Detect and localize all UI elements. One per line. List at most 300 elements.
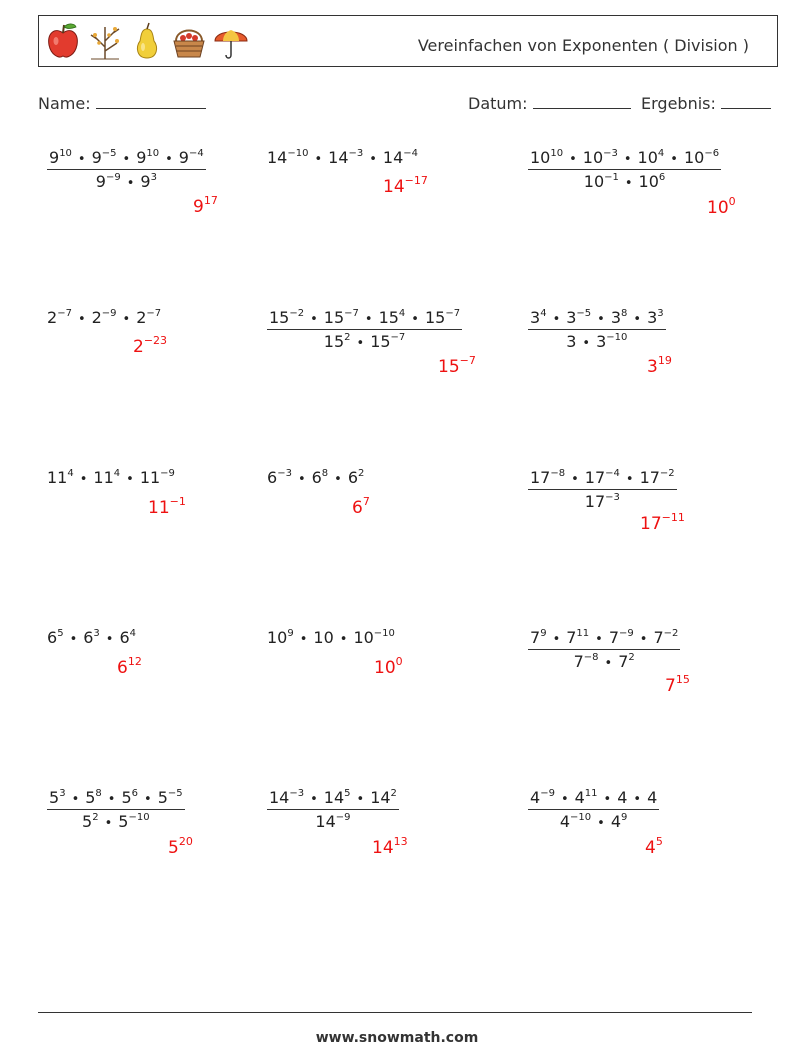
problem-11 [267, 628, 395, 647]
term-base: 10 [638, 172, 659, 191]
exponent-term [638, 148, 665, 167]
term-base: 14 [269, 788, 290, 807]
term-exponent: 4 [113, 468, 121, 479]
exponent-term [370, 332, 405, 351]
term-exponent: 2 [390, 788, 397, 799]
exponent-term [530, 148, 563, 167]
term-base: 11 [47, 468, 68, 487]
exponent-term [609, 628, 634, 647]
multiply-dot: • [126, 176, 135, 191]
term-exponent: 6 [658, 172, 666, 183]
term-base: 15 [323, 308, 345, 327]
answer-exponent: 12 [127, 655, 142, 668]
score-label: Ergebnis: [641, 94, 716, 113]
term-base: 14 [323, 788, 345, 807]
multiply-dot: • [310, 312, 318, 327]
answer-14 [372, 835, 408, 858]
exponent-term [269, 788, 304, 807]
term-base: 10 [353, 628, 374, 647]
term-base: 6 [347, 468, 359, 487]
multiply-dot: • [104, 816, 113, 831]
exponent-term [140, 468, 175, 487]
exponent-term [324, 788, 351, 807]
denominator [583, 490, 622, 511]
term-base: 7 [618, 652, 629, 671]
exponent-term [618, 652, 635, 671]
term-base: 2 [47, 308, 58, 327]
term-exponent: 2 [92, 812, 99, 823]
product-expression [267, 468, 364, 487]
term-base: 7 [530, 628, 541, 647]
multiply-dot: • [364, 312, 373, 327]
exponent-term [47, 308, 72, 327]
answer-base: 10 [707, 198, 729, 218]
exponent-term [353, 628, 394, 647]
exponent-term [49, 148, 72, 167]
term-base: 14 [370, 788, 391, 807]
term-exponent: −8 [550, 468, 566, 479]
problem-1 [47, 148, 206, 191]
term-base: 15 [424, 308, 446, 327]
score-blank[interactable] [721, 94, 771, 109]
branch-icon [87, 21, 123, 61]
answer-exponent: −17 [404, 174, 428, 187]
term-exponent: 5 [344, 788, 351, 799]
term-exponent: 3 [93, 628, 100, 639]
answer-base: 14 [372, 838, 394, 858]
term-exponent: 9 [621, 812, 628, 823]
problem-3 [528, 148, 721, 191]
term-base: 3 [596, 332, 607, 351]
multiply-dot: • [560, 792, 569, 807]
term-exponent: 8 [95, 788, 102, 799]
answer-base: 9 [193, 197, 204, 217]
term-base: 3 [610, 308, 622, 327]
term-exponent: −10 [287, 148, 309, 159]
fraction [267, 308, 462, 351]
term-exponent: −7 [445, 308, 461, 319]
term-base: 17 [584, 468, 606, 487]
exponent-term [93, 468, 120, 487]
exponent-term [560, 812, 591, 831]
term-base: 2 [136, 308, 147, 327]
multiply-dot: • [310, 792, 318, 807]
multiply-dot: • [105, 632, 114, 647]
term-exponent: −8 [583, 652, 599, 663]
term-exponent: −5 [576, 308, 592, 319]
term-exponent: 8 [321, 468, 329, 479]
term-exponent: −9 [540, 788, 555, 799]
multiply-dot: • [339, 632, 348, 647]
multiply-dot: • [69, 632, 78, 647]
answer-base: 7 [665, 676, 676, 696]
answer-6 [647, 354, 672, 377]
answer-exponent: 13 [393, 835, 408, 848]
term-exponent: 4 [540, 308, 547, 319]
answer-base: 17 [640, 514, 662, 534]
term-base: 6 [83, 628, 94, 647]
exponent-term [425, 308, 460, 327]
exponent-term [119, 628, 136, 647]
exponent-term [267, 148, 308, 167]
term-exponent: −10 [570, 812, 592, 823]
denominator [313, 810, 352, 831]
multiply-dot: • [604, 656, 613, 671]
term-exponent: −1 [604, 172, 619, 183]
exponent-term [639, 172, 666, 191]
answer-base: 10 [374, 658, 396, 678]
date-label: Datum: [468, 94, 528, 113]
exponent-term [121, 788, 138, 807]
problem-5 [267, 308, 462, 351]
numerator [267, 788, 399, 809]
multiply-dot: • [670, 152, 678, 167]
problem-4 [47, 308, 161, 327]
term-exponent: −4 [403, 148, 419, 159]
term-base: 2 [91, 308, 102, 327]
term-base: 7 [608, 628, 620, 647]
multiply-dot: • [77, 152, 86, 167]
answer-12 [665, 673, 690, 696]
term-base: 11 [93, 468, 114, 487]
answer-exponent: 19 [657, 354, 672, 367]
multiply-dot: • [314, 152, 323, 167]
worksheet-title: Vereinfachen von Exponenten ( Division ) [417, 36, 749, 55]
term-exponent: −9 [619, 628, 634, 639]
exponent-term [530, 308, 547, 327]
problem-8 [267, 468, 364, 487]
exponent-term [575, 788, 598, 807]
multiply-dot: • [633, 792, 642, 807]
problem-10 [47, 628, 136, 647]
term-base: 6 [47, 628, 58, 647]
term-base: 4 [610, 812, 622, 831]
multiply-dot: • [369, 152, 377, 167]
answer-base: 14 [383, 177, 405, 197]
term-exponent: 11 [584, 788, 598, 799]
term-base: 9 [136, 148, 147, 167]
term-base: 15 [323, 332, 345, 351]
term-exponent: −2 [663, 628, 679, 639]
answer-13 [168, 835, 193, 858]
denominator [572, 650, 637, 671]
multiply-dot: • [625, 472, 634, 487]
fraction [47, 788, 185, 831]
exponent-term [85, 788, 102, 807]
term-base: 15 [269, 308, 290, 327]
term-base: 14 [382, 148, 404, 167]
answer-4 [133, 334, 168, 357]
problem-12 [528, 628, 680, 671]
answer-8 [352, 495, 370, 518]
answer-exponent: 17 [203, 194, 218, 207]
term-base: 4 [559, 812, 571, 831]
term-exponent: 5 [57, 628, 64, 639]
fraction [528, 788, 659, 831]
term-exponent: 2 [344, 332, 351, 343]
term-base: 10 [683, 148, 705, 167]
product-expression [47, 308, 161, 327]
worksheet-header [38, 15, 778, 67]
numerator [267, 308, 462, 329]
apple-icon [45, 21, 81, 61]
multiply-dot: • [77, 312, 86, 327]
multiply-dot: • [144, 792, 152, 807]
exponent-term [647, 308, 664, 327]
denominator [94, 170, 159, 191]
term-base: 10 [267, 628, 288, 647]
term-exponent: −7 [57, 308, 72, 319]
multiply-dot: • [597, 816, 605, 831]
multiply-dot: • [552, 312, 561, 327]
term-base: 3 [566, 332, 577, 351]
term-base: 10 [313, 628, 334, 647]
answer-10 [117, 655, 142, 678]
answer-7 [148, 495, 186, 518]
term-exponent: −6 [704, 148, 720, 159]
term-base: 10 [583, 172, 605, 191]
answer-5 [438, 354, 476, 377]
exponent-term [92, 308, 117, 327]
term-exponent: 2 [358, 468, 365, 479]
multiply-dot: • [603, 792, 612, 807]
term-base: 14 [315, 812, 336, 831]
term-base: 4 [617, 788, 628, 807]
product-expression [267, 148, 418, 167]
multiply-dot: • [571, 472, 579, 487]
answer-base: 6 [117, 658, 128, 678]
exponent-term [324, 308, 359, 327]
term-base: 6 [119, 628, 130, 647]
exponent-term [617, 788, 627, 807]
exponent-term [574, 652, 599, 671]
date-blank[interactable] [533, 94, 631, 109]
name-blank[interactable] [96, 94, 206, 109]
exponent-term [647, 788, 657, 807]
multiply-dot: • [356, 792, 365, 807]
denominator [80, 810, 152, 831]
product-expression [47, 628, 136, 647]
exponent-term [530, 628, 547, 647]
term-base: 4 [530, 788, 541, 807]
multiply-dot: • [624, 176, 633, 191]
multiply-dot: • [71, 792, 80, 807]
term-base: 17 [584, 492, 606, 511]
answer-exponent: −11 [661, 511, 685, 524]
answer-exponent: 0 [395, 655, 403, 668]
exponent-term [47, 628, 64, 647]
answer-2 [383, 174, 428, 197]
term-exponent: −10 [606, 332, 628, 343]
multiply-dot: • [582, 336, 591, 351]
term-base: 7 [653, 628, 664, 647]
score-field [641, 94, 771, 113]
term-base: 6 [267, 468, 278, 487]
fraction [528, 148, 721, 191]
exponent-term [583, 148, 618, 167]
term-exponent: 9 [287, 628, 294, 639]
exponent-term [49, 788, 66, 807]
multiply-dot: • [411, 312, 419, 327]
term-exponent: 10 [59, 148, 72, 159]
multiply-dot: • [126, 472, 134, 487]
problem-9 [528, 468, 677, 511]
term-exponent: −9 [160, 468, 175, 479]
answer-11 [374, 655, 403, 678]
basket-icon [171, 21, 207, 61]
multiply-dot: • [299, 632, 308, 647]
answer-9 [640, 511, 685, 534]
term-base: 5 [121, 788, 132, 807]
exponent-term [379, 308, 406, 327]
header-icons [45, 21, 249, 61]
exponent-term [530, 468, 565, 487]
term-exponent: −3 [289, 788, 305, 799]
denominator [322, 330, 408, 351]
answer-base: 3 [647, 357, 658, 377]
exponent-term [267, 628, 294, 647]
term-base: 5 [85, 788, 96, 807]
multiply-dot: • [334, 472, 342, 487]
exponent-term [136, 148, 159, 167]
term-base: 5 [118, 812, 129, 831]
multiply-dot: • [639, 632, 648, 647]
exponent-term [324, 332, 351, 351]
term-base: 4 [647, 788, 658, 807]
term-exponent: 4 [67, 468, 74, 479]
date-field [468, 94, 631, 113]
answer-base: 11 [148, 498, 170, 518]
term-base: 5 [49, 788, 60, 807]
term-exponent: −2 [659, 468, 675, 479]
answer-base: 6 [352, 498, 363, 518]
answer-exponent: 7 [362, 495, 370, 508]
numerator [47, 148, 206, 169]
term-base: 14 [328, 148, 349, 167]
exponent-term [328, 148, 363, 167]
multiply-dot: • [165, 152, 173, 167]
answer-base: 2 [133, 337, 144, 357]
answer-base: 4 [645, 838, 656, 858]
term-base: 3 [566, 308, 577, 327]
term-base: 6 [311, 468, 322, 487]
answer-exponent: 5 [655, 835, 663, 848]
fraction [528, 308, 666, 351]
term-exponent: −3 [348, 148, 364, 159]
term-base: 7 [573, 652, 584, 671]
multiply-dot: • [356, 336, 365, 351]
numerator [528, 468, 677, 489]
multiply-dot: • [107, 792, 116, 807]
answer-exponent: 15 [675, 673, 690, 686]
exponent-term [611, 812, 628, 831]
multiply-dot: • [595, 632, 603, 647]
term-base: 10 [582, 148, 604, 167]
term-exponent: −7 [390, 332, 406, 343]
term-exponent: 3 [59, 788, 66, 799]
product-expression [267, 628, 395, 647]
problem-7 [47, 468, 175, 487]
exponent-term [267, 468, 292, 487]
term-exponent: −3 [605, 492, 620, 503]
term-base: 5 [157, 788, 168, 807]
term-base: 15 [370, 332, 391, 351]
exponent-term [370, 788, 397, 807]
exponent-term [640, 468, 675, 487]
term-exponent: 10 [550, 148, 564, 159]
term-base: 10 [637, 148, 658, 167]
numerator [528, 308, 666, 329]
term-base: 9 [178, 148, 189, 167]
term-exponent: 8 [621, 308, 628, 319]
answer-exponent: −1 [169, 495, 186, 508]
exponent-term [83, 628, 100, 647]
answer-exponent: 0 [728, 195, 736, 208]
numerator [528, 788, 659, 809]
term-exponent: 4 [398, 308, 406, 319]
term-exponent: 10 [146, 148, 160, 159]
multiply-dot: • [623, 152, 632, 167]
exponent-term [566, 332, 576, 351]
exponent-term [158, 788, 183, 807]
term-base: 9 [49, 148, 60, 167]
term-exponent: 4 [657, 148, 665, 159]
exponent-term [47, 468, 74, 487]
exponent-term [118, 812, 149, 831]
term-base: 5 [82, 812, 93, 831]
multiply-dot: • [79, 472, 88, 487]
answer-base: 15 [438, 357, 460, 377]
multiply-dot: • [122, 312, 131, 327]
term-exponent: −4 [605, 468, 620, 479]
exponent-term [315, 812, 350, 831]
multiply-dot: • [569, 152, 577, 167]
term-base: 3 [530, 308, 541, 327]
problem-6 [528, 308, 666, 351]
term-base: 9 [95, 172, 106, 191]
multiply-dot: • [297, 472, 306, 487]
exponent-term [96, 172, 121, 191]
exponent-term [611, 308, 628, 327]
denominator [564, 330, 629, 351]
multiply-dot: • [597, 312, 605, 327]
term-base: 7 [566, 628, 577, 647]
term-base: 17 [639, 468, 660, 487]
exponent-term [585, 468, 620, 487]
answer-3 [707, 195, 736, 218]
product-expression [47, 468, 175, 487]
exponent-term [136, 308, 161, 327]
answer-exponent: 20 [178, 835, 193, 848]
exponent-term [312, 468, 329, 487]
name-label: Name: [38, 94, 91, 113]
footer-url: www.snowmath.com [315, 1030, 479, 1046]
term-base: 3 [647, 308, 658, 327]
exponent-term [82, 812, 99, 831]
term-base: 9 [91, 148, 102, 167]
exponent-term [313, 628, 333, 647]
term-base: 14 [267, 148, 288, 167]
exponent-term [566, 308, 591, 327]
denominator [582, 170, 668, 191]
exponent-term [269, 308, 304, 327]
term-exponent: 3 [657, 308, 664, 319]
name-field [38, 94, 206, 113]
fraction [47, 148, 206, 191]
fraction [528, 468, 677, 511]
term-exponent: −4 [188, 148, 204, 159]
exponent-term [92, 148, 117, 167]
